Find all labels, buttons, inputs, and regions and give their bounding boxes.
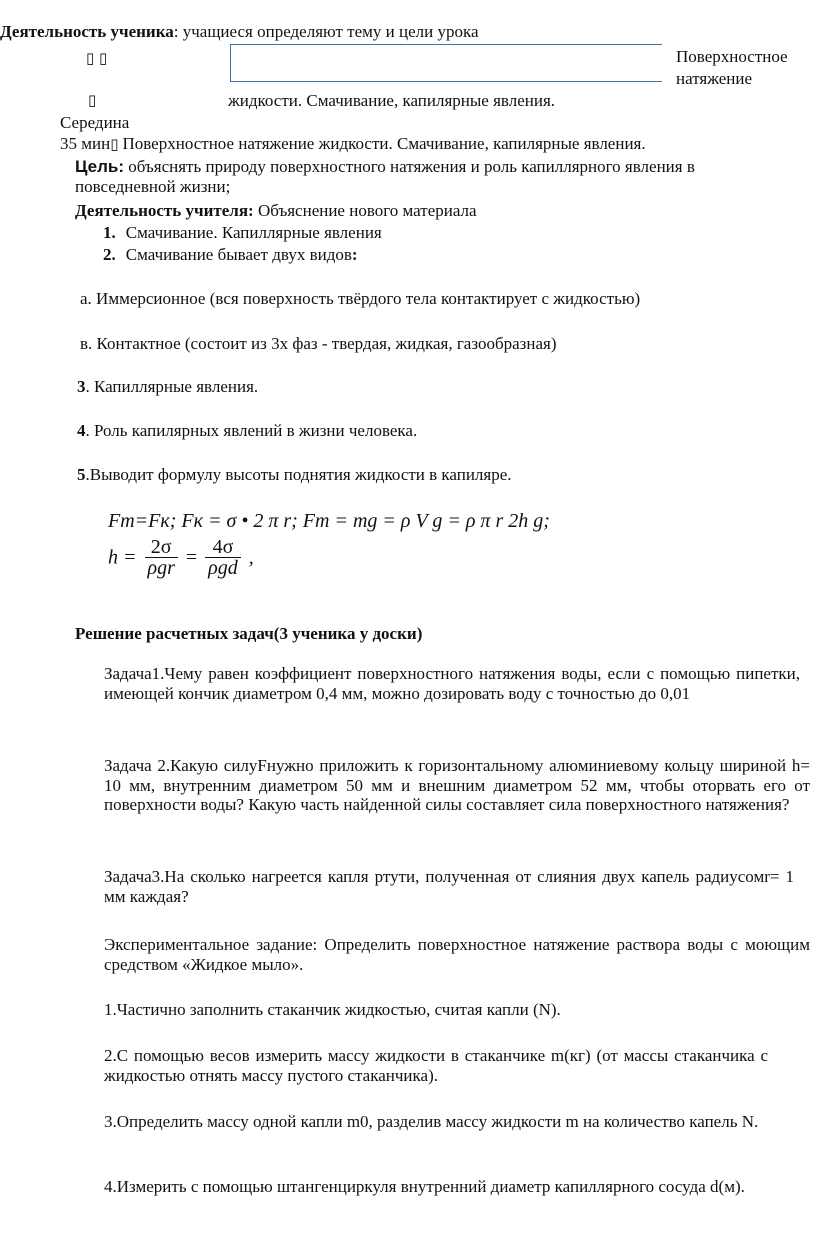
- fraction-1-denominator: ρgr: [147, 557, 175, 579]
- point-text: .Выводит формулу высоты поднятия жидкости в капиляре.: [85, 465, 512, 484]
- point-number: 4: [77, 421, 86, 440]
- list-item-text: Смачивание бывает двух видов: [125, 245, 352, 264]
- task-2: Задача 2.Какую силуFнужно приложить к горизонтальному алюминиевому кольцу шириной h= 10 мм, внутренним диаметром 50 мм и внешним диаметром 52 мм, чтобы оторвать его от поверхности воды? Какую часть найденной силы составляет сила поверхностного натяжения?: [104, 756, 810, 815]
- missing-glyph-icon: ▯ ▯: [86, 49, 108, 67]
- goal-paragraph: [75, 157, 775, 196]
- point-5: [77, 465, 512, 485]
- topic-continuation: жидкости. Смачивание, капилярные явления.: [228, 91, 556, 110]
- list-item-text: Смачивание. Капиллярные явления: [125, 223, 382, 242]
- formula-line-1: Fт=Fк; Fк = σ • 2 π r; Fт = mg = ρ V g = ρ π r 2h g;: [108, 510, 550, 532]
- list-item: [103, 223, 382, 243]
- list-item: [103, 245, 358, 265]
- type-immersion: а. Иммерсионное (вся поверхность твёрдого тела контактирует с жидкостью): [80, 289, 641, 308]
- step-3: 3.Определить массу одной капли m0, разделив массу жидкости m на количество капель N.: [104, 1112, 759, 1131]
- student-activity-line: [0, 22, 479, 42]
- topic-side-line2: натяжение: [676, 69, 753, 88]
- point-4: [77, 421, 417, 441]
- teacher-activity-line: [75, 201, 477, 221]
- point-text: . Капиллярные явления.: [85, 377, 259, 396]
- missing-glyph-icon: ▯: [88, 91, 97, 109]
- list-item-number: 2.: [103, 245, 116, 264]
- task-3: Задача3.На сколько нагреется капля ртути, полученная от слияния двух капель радиусомr= 1 мм каждая?: [104, 867, 794, 906]
- point-number: 3: [77, 377, 86, 396]
- topic-box: [230, 44, 662, 82]
- step-4: 4.Измерить с помощью штангенциркуля внутренний диаметр капиллярного сосуда d(м).: [104, 1177, 745, 1196]
- fraction-2-numerator: 4σ: [205, 537, 241, 558]
- topic-side-line1: Поверхностное: [676, 47, 788, 66]
- point-number: 5: [77, 465, 86, 484]
- formula-end: ,: [248, 546, 254, 569]
- step-1: 1.Частично заполнить стаканчик жидкостью, считая капли (N).: [104, 1000, 561, 1019]
- tasks-heading-text: Решение расчетных задач(3 ученика у доски): [75, 624, 423, 643]
- step-2: 2.С помощью весов измерить массу жидкости в стаканчике m(кг) (от массы стаканчика с жидкостью отнять массу пустого стаканчика).: [104, 1046, 768, 1085]
- fraction-2-denominator: ρgd: [208, 557, 238, 579]
- student-activity-label: Деятельность ученика: [0, 22, 174, 41]
- point-3: [77, 377, 258, 397]
- middle-time: 35 мин: [60, 134, 111, 153]
- type-contact: в. Контактное (состоит из 3х фаз - твердая, жидкая, газообразная): [80, 334, 557, 353]
- middle-title-line: [60, 134, 646, 154]
- middle-label: Середина: [60, 113, 130, 132]
- goal-text: объяснять природу поверхностного натяжения и роль капиллярного явления в повседневной жизни;: [75, 157, 695, 196]
- teacher-activity-text: Объяснение нового материала: [253, 201, 477, 220]
- tasks-heading: [75, 624, 422, 644]
- fraction-1-numerator: 2σ: [145, 537, 178, 558]
- point-text: . Роль капилярных явлений в жизни человека.: [85, 421, 418, 440]
- goal-label: Цель:: [75, 157, 124, 176]
- missing-glyph-icon: ▯: [110, 135, 119, 153]
- teacher-activity-label: Деятельность учителя:: [75, 201, 254, 220]
- fraction-2: [205, 537, 241, 578]
- fraction-1: [145, 537, 178, 578]
- list-item-tail: :: [351, 245, 358, 264]
- task-1: Задача1.Чему равен коэффициент поверхностного натяжения воды, если с помощью пипетки, имеющей кончик диаметром 0,4 мм, можно дозировать воду с точностью до 0,01: [104, 664, 800, 703]
- formula-eq: =: [185, 546, 198, 569]
- list-item-number: 1.: [103, 223, 116, 242]
- student-activity-text: : учащиеся определяют тему и цели урока: [173, 22, 479, 41]
- middle-title: Поверхностное натяжение жидкости. Смачивание, капилярные явления.: [122, 134, 646, 153]
- formula-line-2: [108, 537, 254, 578]
- experimental-task: Экспериментальное задание: Определить поверхностное натяжение раствора воды с моющим средством «Жидкое мыло».: [104, 935, 810, 974]
- formula-h: h =: [108, 546, 137, 569]
